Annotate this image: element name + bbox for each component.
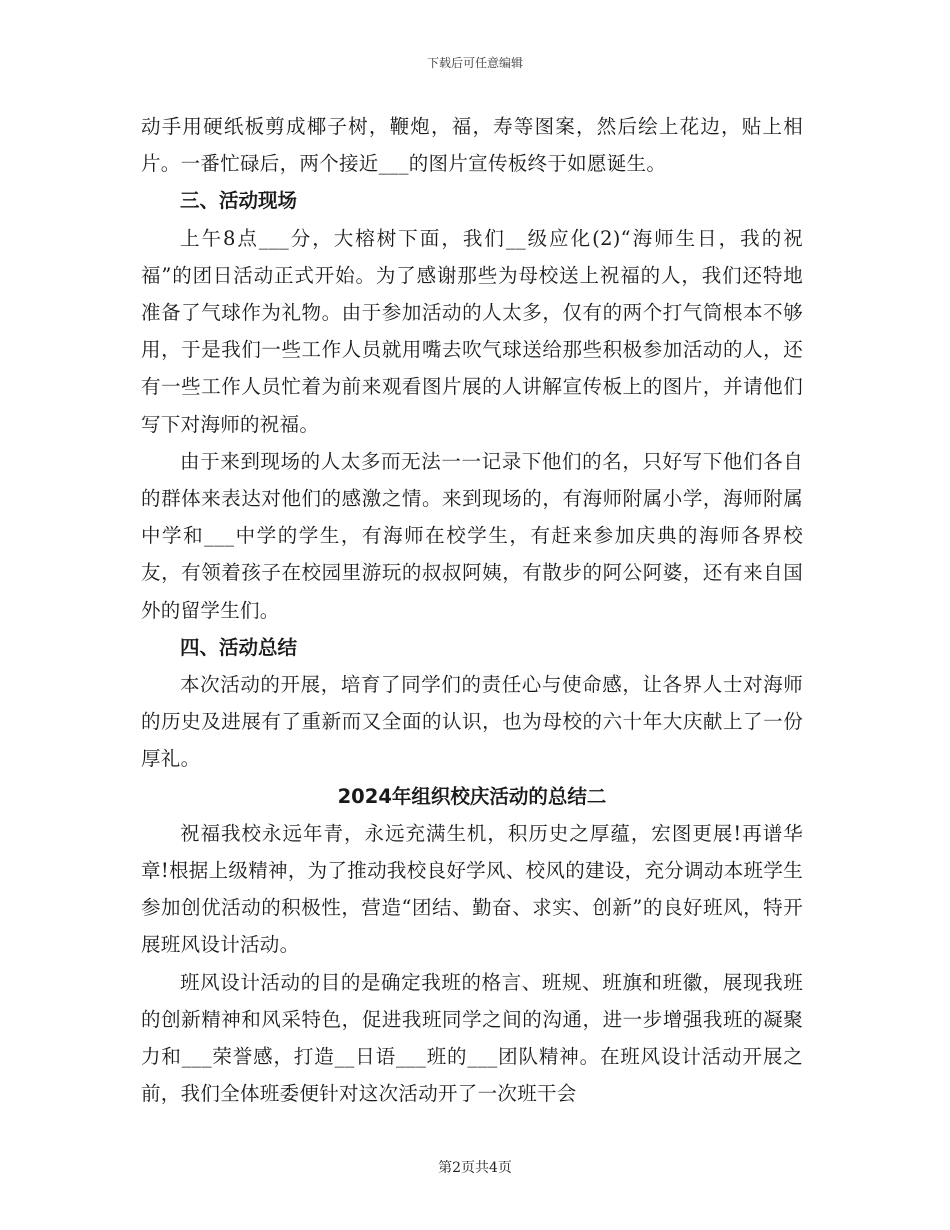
section-heading-4: 四、活动总结 bbox=[180, 635, 298, 659]
section-heading-3: 三、活动现场 bbox=[180, 189, 298, 213]
paragraph-intro: 动手用硬纸板剪成椰子树，鞭炮，福，寿等图案，然后绘上花边，贴上相片。一番忙碌后，两个接近___的图片宣传板终于如愿诞生。 bbox=[141, 115, 803, 176]
paragraph-activity-scene-2: 由于来到现场的人太多而无法一一记录下他们的名，只好写下他们各自的群体来表达对他们的感激之情。来到现场的，有海师附属小学，海师附属中学和___中学的学生，有海师在校学生，有赶来参加庆典的海师各界校友，有领着孩子在校园里游玩的叔叔阿姨，有散步的阿公阿婆，还有来自国外的留学生们。 bbox=[141, 449, 803, 622]
paragraph-activity-scene-1: 上午8点___分，大榕树下面，我们__级应化(2)“海师生日，我的祝福”的团日活动正式开始。为了感谢那些为母校送上祝福的人，我们还特地准备了气球作为礼物。由于参加活动的人太多，仅有的两个打气筒根本不够用，于是我们一些工作人员就用嘴去吹气球送给那些积极参加活动的人，还有一些工作人员忙着为前来观看图片展的人讲解宣传板上的图片，并请他们写下对海师的祝福。 bbox=[141, 226, 803, 436]
paragraph-summary2-2: 班风设计活动的目的是确定我班的格言、班规、班旗和班徽，展现我班的创新精神和风采特色，促进我班同学之间的沟通，进一步增强我班的凝聚力和___荣誉感，打造__日语___班的___团队精神。在班风设计活动开展之前，我们全体班委便针对这次活动开了一次班干会 bbox=[141, 970, 803, 1106]
page-footer: 第2页共4页 bbox=[438, 1160, 512, 1176]
document-body bbox=[141, 108, 803, 1112]
page-header: 下载后可任意编辑 bbox=[426, 56, 523, 70]
paragraph-summary2-1: 祝福我校永远年青，永远充满生机，积历史之厚蕴，宏图更展!再谱华章!根据上级精神，为了推动我校良好学风、校风的建设，充分调动本班学生参加创优活动的积极性，营造“团结、勤奋、求实、创新”的良好班风，特开展班风设计活动。 bbox=[141, 821, 803, 957]
paragraph-activity-summary: 本次活动的开展，培育了同学们的责任心与使命感，让各界人士对海师的历史及进展有了重新而又全面的认识，也为母校的六十年大庆献上了一份厚礼。 bbox=[141, 673, 803, 771]
document-title-2: 2024年组织校庆活动的总结二 bbox=[337, 784, 607, 808]
